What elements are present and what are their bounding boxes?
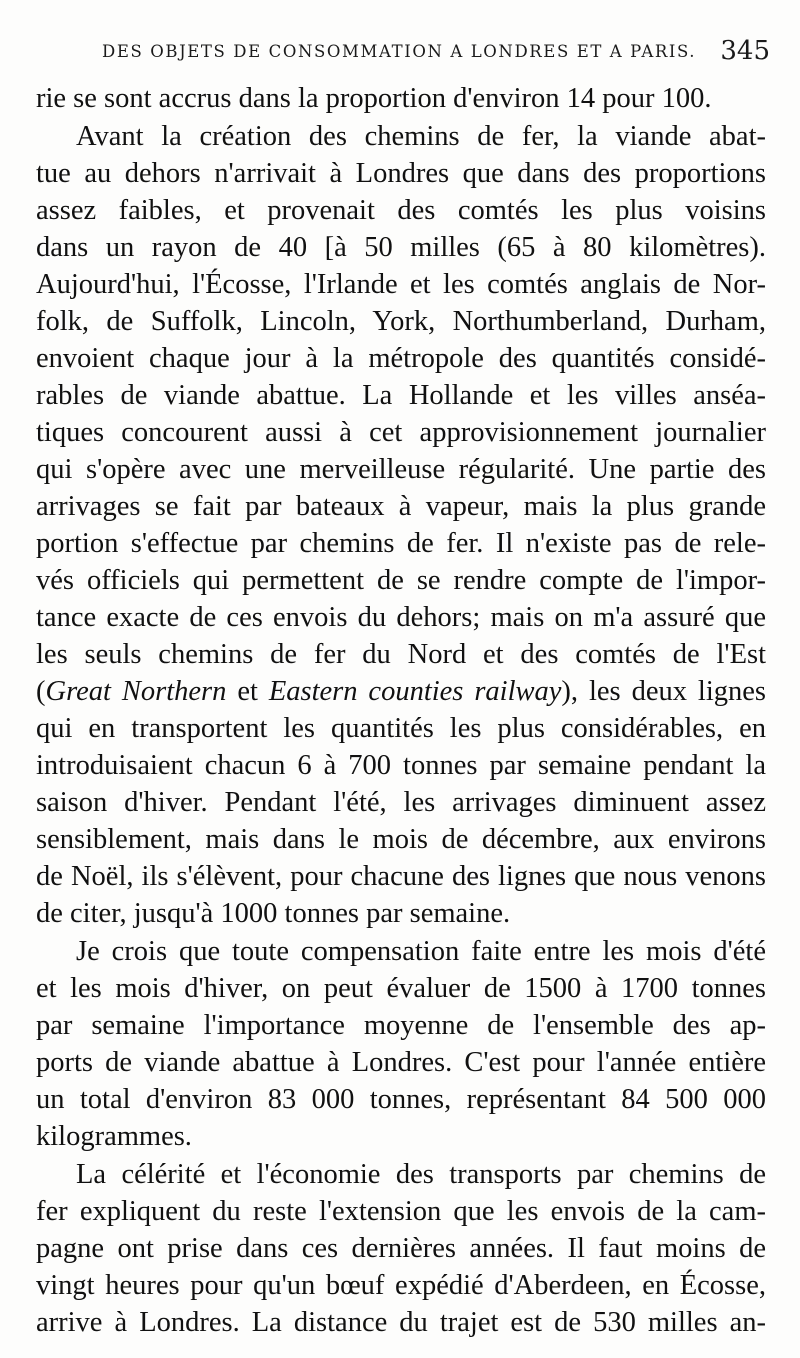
running-title: DES OBJETS DE CONSOMMATION A LONDRES ET A PARIS. — [102, 42, 697, 61]
text-line: La célérité et l'économie des transports par chemins de — [76, 1159, 766, 1190]
italic-term: Great Northern — [45, 676, 227, 707]
italic-term: Eastern counties railway — [268, 676, 562, 707]
text-line-with-italics: (Great Northern et Eastern counties railway), les deux lignes — [36, 676, 766, 707]
page-number: 345 — [720, 36, 770, 66]
text-line: tiques concourent aussi à cet approvisionnement journalier — [36, 417, 766, 448]
text-line: qui en transportent les quantités les plus considérables, en — [36, 713, 766, 744]
text-line: les seuls chemins de fer du Nord et des comtés de l'Est — [36, 639, 766, 670]
text-line: tue au dehors n'arrivait à Londres que dans des proportions — [36, 158, 766, 189]
page-header — [40, 30, 770, 70]
text-line: et les mois d'hiver, on peut évaluer de 1500 à 1700 tonnes — [36, 973, 766, 1004]
text-line: qui s'opère avec une merveilleuse régularité. Une partie des — [36, 454, 766, 485]
text-line: rables de viande abattue. La Hollande et les villes anséa- — [36, 380, 766, 411]
text-line: arrive à Londres. La distance du trajet est de 530 milles an- — [36, 1307, 766, 1338]
text-line: arrivages se fait par bateaux à vapeur, mais la plus grande — [36, 491, 766, 522]
text-line: Aujourd'hui, l'Écosse, l'Irlande et les comtés anglais de Nor- — [36, 269, 766, 300]
text-line: fer expliquent du reste l'extension que les envois de la cam- — [36, 1196, 766, 1227]
text-line: Je crois que toute compensation faite entre les mois d'été — [76, 936, 766, 967]
text-line: pagne ont prise dans ces dernières années. Il faut moins de — [36, 1233, 766, 1264]
text-line: assez faibles, et provenait des comtés les plus voisins — [36, 195, 766, 226]
text-line: rie se sont accrus dans la proportion d'environ 14 pour 100. — [36, 83, 712, 114]
text-line: dans un rayon de 40 [à 50 milles (65 à 80 kilomètres). — [36, 232, 766, 263]
text-line: de Noël, ils s'élèvent, pour chacune des lignes que nous venons — [36, 861, 766, 892]
text-line: un total d'environ 83 000 tonnes, représentant 84 500 000 — [36, 1084, 766, 1115]
text-line: portion s'effectue par chemins de fer. Il n'existe pas de rele- — [36, 528, 766, 559]
text-line: tance exacte de ces envois du dehors; mais on m'a assuré que — [36, 602, 766, 633]
text-line: Avant la création des chemins de fer, la viande abat- — [76, 121, 766, 152]
text-line: vés officiels qui permettent de se rendre compte de l'impor- — [36, 565, 766, 596]
text-line: ports de viande abattue à Londres. C'est pour l'année entière — [36, 1047, 766, 1078]
text-line: vingt heures pour qu'un bœuf expédié d'Aberdeen, en Écosse, — [36, 1270, 766, 1301]
text-line: kilogrammes. — [36, 1121, 192, 1152]
text-line: introduisaient chacun 6 à 700 tonnes par semaine pendant la — [36, 750, 766, 781]
text-line: de citer, jusqu'à 1000 tonnes par semaine. — [36, 898, 511, 929]
text-line: folk, de Suffolk, Lincoln, York, Northumberland, Durham, — [36, 306, 766, 337]
text-line: saison d'hiver. Pendant l'été, les arrivages diminuent assez — [36, 787, 766, 818]
text-line: envoient chaque jour à la métropole des quantités considé- — [36, 343, 766, 374]
text-line: sensiblement, mais dans le mois de décembre, aux environs — [36, 824, 766, 855]
text-line: par semaine l'importance moyenne de l'ensemble des ap- — [36, 1010, 766, 1041]
